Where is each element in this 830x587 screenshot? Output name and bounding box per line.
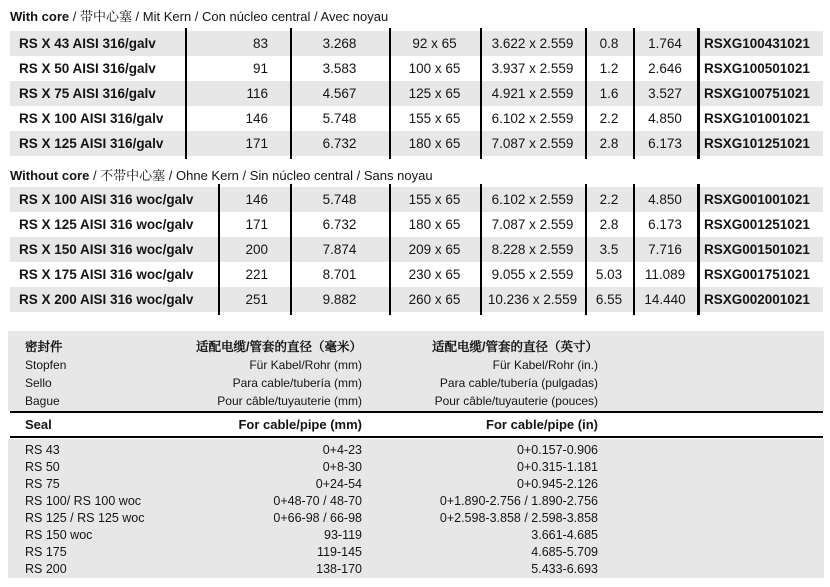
- seal-table-body: [8, 439, 824, 578]
- column-divider: [585, 28, 587, 159]
- cell-c6: 7.716: [648, 242, 682, 257]
- without-core-table: [10, 187, 823, 312]
- cell-name: RS X 50 AISI 316/galv: [19, 61, 156, 76]
- seal-cell-mm: 0+8-30: [322, 460, 362, 474]
- seal-cell-name: RS 150 woc: [25, 528, 93, 542]
- cell-c2: 4.567: [322, 86, 357, 101]
- cell-c3: 100 x 65: [408, 61, 461, 76]
- with-core-title-rest: / 带中心塞 / Mit Kern / Con núcleo central / Avec noyau: [69, 9, 389, 24]
- seal-in-header-es: Para cable/tubería (pulgadas): [439, 376, 598, 390]
- seal-cell-name: RS 50: [25, 460, 60, 474]
- cell-c4: 7.087 x 2.559: [491, 217, 574, 232]
- seal-cell-name: RS 200: [25, 562, 67, 576]
- cell-part: RSXG100501021: [704, 61, 810, 76]
- seal-row: [8, 510, 824, 527]
- cell-name: RS X 43 AISI 316/galv: [19, 36, 156, 51]
- cell-c4: 6.102 x 2.559: [491, 111, 574, 126]
- cell-c6: 6.173: [648, 136, 682, 151]
- cell-part: RSXG100751021: [704, 86, 810, 101]
- horizontal-rule: [10, 436, 823, 438]
- table-row: [10, 131, 823, 156]
- cell-c6: 11.089: [644, 267, 686, 282]
- seal-cell-in: 0+2.598-3.858 / 2.598-3.858: [439, 511, 598, 525]
- seal-cell-name: RS 100/ RS 100 woc: [25, 494, 142, 508]
- seal-cell-mm: 138-170: [316, 562, 362, 576]
- seal-multilingual-header: [8, 331, 824, 411]
- seal-cell-name: RS 125 / RS 125 woc: [25, 511, 145, 525]
- seal-row: [8, 561, 824, 578]
- cell-c3: 155 x 65: [408, 111, 461, 126]
- seal-mm-header-es: Para cable/tubería (mm): [232, 376, 362, 390]
- seal-cell-name: RS 43: [25, 443, 60, 457]
- cell-c1: 200: [245, 242, 268, 257]
- cell-name: RS X 175 AISI 316 woc/galv: [19, 267, 194, 282]
- table-row: [10, 187, 823, 212]
- column-divider: [290, 184, 292, 315]
- cell-c3: 180 x 65: [408, 136, 461, 151]
- seal-table-header-row: [8, 414, 824, 435]
- cell-name: RS X 75 AISI 316/galv: [19, 86, 156, 101]
- seal-label-es: Sello: [25, 376, 52, 390]
- seal-row: [8, 442, 824, 459]
- seal-cell-in: 0+0.157-0.906: [517, 443, 598, 457]
- table-row: [10, 262, 823, 287]
- seal-in-header-de: Für Kabel/Rohr (in.): [492, 358, 598, 372]
- cell-c5: 2.8: [599, 136, 619, 151]
- cell-c1: 171: [245, 136, 268, 151]
- cell-c5: 1.2: [599, 61, 619, 76]
- cell-c5: 2.2: [599, 192, 619, 207]
- seal-mm-header-de: Für Kabel/Rohr (mm): [249, 358, 362, 372]
- cell-part: RSXG001251021: [704, 217, 810, 232]
- cell-c6: 3.527: [648, 86, 682, 101]
- seal-row: [8, 476, 824, 493]
- seal-cell-in: 5.433-6.693: [531, 562, 598, 576]
- seal-mm-header-zh: 适配电缆/管套的直径（毫米）: [196, 340, 362, 354]
- seal-mm-header-fr: Pour câble/tuyauterie (mm): [217, 394, 362, 408]
- cell-c4: 10.236 x 2.559: [487, 292, 578, 307]
- table-row: [10, 237, 823, 262]
- cell-c3: 125 x 65: [408, 86, 461, 101]
- cell-name: RS X 200 AISI 316 woc/galv: [19, 292, 194, 307]
- cell-c5: 3.5: [599, 242, 619, 257]
- table-row: [10, 106, 823, 131]
- with-core-table: [10, 31, 823, 156]
- cell-c4: 3.622 x 2.559: [491, 36, 574, 51]
- table-row: [10, 212, 823, 237]
- cell-c5: 2.2: [599, 111, 619, 126]
- cell-c2: 5.748: [322, 111, 357, 126]
- cell-c6: 2.646: [648, 61, 682, 76]
- seal-label-de: Stopfen: [25, 358, 67, 372]
- seal-cell-mm: 119-145: [317, 545, 362, 559]
- seal-cell-mm: 0+66-98 / 66-98: [273, 511, 362, 525]
- seal-label-zh: 密封件: [25, 340, 63, 354]
- table-row: [10, 287, 823, 312]
- seal-cell-mm: 0+4-23: [322, 443, 362, 457]
- cell-c5: 1.6: [599, 86, 619, 101]
- column-divider: [185, 28, 187, 159]
- seal-cell-name: RS 175: [25, 545, 67, 559]
- seal-cell-in: 0+0.315-1.181: [517, 460, 598, 474]
- column-divider: [480, 184, 482, 315]
- cell-c1: 83: [252, 36, 268, 51]
- cell-part: RSXG001501021: [704, 242, 810, 257]
- cell-part: RSXG001751021: [704, 267, 810, 282]
- cell-c4: 6.102 x 2.559: [491, 192, 574, 207]
- with-core-title-bold: With core: [10, 9, 70, 24]
- seal-mm-column-header: [188, 338, 362, 411]
- cell-part: RSXG001001021: [704, 192, 810, 207]
- cell-c2: 7.874: [322, 242, 357, 257]
- cell-c2: 8.701: [322, 267, 357, 282]
- cell-c5: 6.55: [595, 292, 623, 307]
- cell-name: RS X 100 AISI 316/galv: [19, 111, 164, 126]
- seal-cell-in: 0+1.890-2.756 / 1.890-2.756: [439, 494, 598, 508]
- seal-row: [8, 493, 824, 510]
- horizontal-rule: [10, 411, 823, 413]
- cell-c5: 0.8: [599, 36, 619, 51]
- seal-cell-in: 4.685-5.709: [531, 545, 598, 559]
- cell-c6: 6.173: [648, 217, 682, 232]
- cell-name: RS X 100 AISI 316 woc/galv: [19, 192, 194, 207]
- cell-c4: 8.228 x 2.559: [491, 242, 574, 257]
- cell-part: RSXG101251021: [704, 136, 810, 151]
- seal-label-column: [8, 338, 188, 411]
- column-divider: [290, 28, 292, 159]
- cell-c6: 1.764: [648, 36, 682, 51]
- cell-c2: 3.583: [322, 61, 357, 76]
- cell-part: RSXG002001021: [704, 292, 810, 307]
- cell-c3: 92 x 65: [412, 36, 457, 51]
- cell-name: RS X 125 AISI 316/galv: [19, 136, 164, 151]
- cell-c4: 3.937 x 2.559: [491, 61, 574, 76]
- cell-c4: 7.087 x 2.559: [491, 136, 574, 151]
- cell-c2: 9.882: [322, 292, 357, 307]
- cell-part: RSXG101001021: [704, 111, 810, 126]
- table-row: [10, 31, 823, 56]
- cell-name: RS X 125 AISI 316 woc/galv: [19, 217, 194, 232]
- cell-c4: 4.921 x 2.559: [491, 86, 574, 101]
- seal-in-header-zh: 适配电缆/管套的直径（英寸）: [432, 340, 598, 354]
- cell-c3: 260 x 65: [408, 292, 461, 307]
- without-core-section-title: [10, 165, 433, 184]
- cell-name: RS X 150 AISI 316 woc/galv: [19, 242, 194, 257]
- cell-c1: 146: [245, 192, 268, 207]
- cell-c2: 5.748: [322, 192, 357, 207]
- cell-c5: 2.8: [599, 217, 619, 232]
- cell-c3: 209 x 65: [408, 242, 461, 257]
- seal-in-header-fr: Pour câble/tuyauterie (pouces): [434, 394, 598, 408]
- table-row: [10, 81, 823, 106]
- cell-c6: 4.850: [648, 192, 682, 207]
- cell-c2: 3.268: [322, 36, 357, 51]
- seal-cell-in: 3.661-4.685: [531, 528, 598, 542]
- seal-in-column-header: [362, 338, 598, 411]
- seal-cell-mm: 0+48-70 / 48-70: [273, 494, 362, 508]
- column-divider: [389, 184, 391, 315]
- seal-cell-name: RS 75: [25, 477, 60, 491]
- seal-header-name: Seal: [25, 417, 52, 432]
- cell-c6: 4.850: [648, 111, 682, 126]
- cell-c1: 251: [245, 292, 268, 307]
- cell-c4: 9.055 x 2.559: [491, 267, 574, 282]
- cell-c3: 230 x 65: [408, 267, 461, 282]
- column-divider: [697, 28, 700, 159]
- seal-cell-mm: 93-119: [324, 528, 362, 542]
- cell-c6: 14.440: [644, 292, 686, 307]
- seal-row: [8, 459, 824, 476]
- seal-label-fr: Bague: [25, 394, 60, 408]
- cell-c3: 180 x 65: [408, 217, 461, 232]
- column-divider: [218, 184, 220, 315]
- cell-c3: 155 x 65: [408, 192, 461, 207]
- column-divider: [633, 28, 635, 159]
- seal-cell-mm: 0+24-54: [315, 477, 362, 491]
- table-row: [10, 56, 823, 81]
- seal-row: [8, 544, 824, 561]
- column-divider: [633, 184, 635, 315]
- cell-c1: 221: [245, 267, 268, 282]
- without-core-title-bold: Without core: [10, 168, 90, 183]
- seal-row: [8, 527, 824, 544]
- cell-c1: 146: [245, 111, 268, 126]
- column-divider: [389, 28, 391, 159]
- cell-part: RSXG100431021: [704, 36, 810, 51]
- cell-c2: 6.732: [322, 136, 357, 151]
- cell-c5: 5.03: [595, 267, 623, 282]
- seal-cell-in: 0+0.945-2.126: [517, 477, 598, 491]
- column-divider: [480, 28, 482, 159]
- cell-c1: 171: [245, 217, 268, 232]
- seal-header-in: For cable/pipe (in): [486, 417, 598, 432]
- cell-c1: 91: [252, 61, 268, 76]
- cell-c2: 6.732: [322, 217, 357, 232]
- column-divider: [585, 184, 587, 315]
- cell-c1: 116: [246, 86, 268, 101]
- column-divider: [697, 184, 700, 315]
- seal-header-mm: For cable/pipe (mm): [238, 417, 362, 432]
- without-core-title-rest: / 不带中心塞 / Ohne Kern / Sin núcleo central / Sans noyau: [89, 168, 433, 183]
- with-core-section-title: [10, 6, 388, 25]
